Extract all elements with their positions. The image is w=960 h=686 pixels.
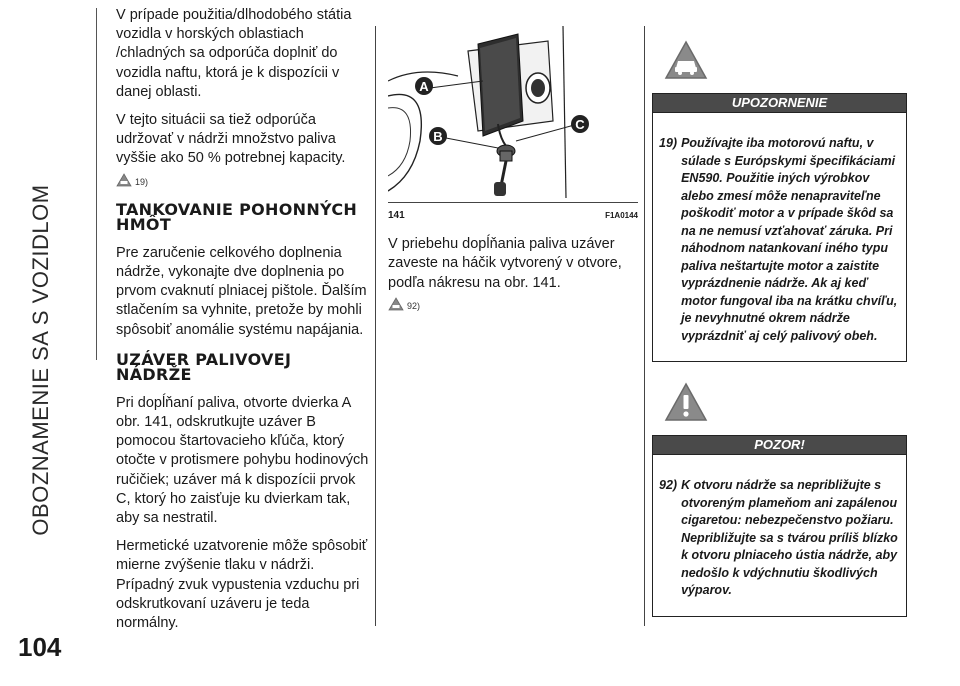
figure-number: 141 [388, 210, 405, 221]
reference-number: 92) [407, 300, 421, 311]
warnings-column [652, 24, 907, 617]
chapter-title-text: OBOZNAMENIE SA S VOZIDLOM [28, 184, 53, 536]
figure-code: F1A0144 [605, 211, 638, 220]
warning-box-92 [652, 455, 907, 617]
page-number: 104 [18, 632, 62, 662]
callout-c: C [575, 117, 585, 132]
callout-a: A [419, 79, 429, 94]
reference-number: 19) [135, 176, 149, 187]
column-divider-1 [375, 26, 376, 626]
warning-text: Používajte iba motorovú naftu, v súlade s Európskymi špecifikáciami EN590. Použitie iných výrobkov alebo zmesí môže nenapraviteľne poškodiť motor a v prípade škôd sa na ne nemusí vzťahovať záruka. Pri náhodnom natankovaní iného typu paliva neštartujte motor a zaistite vyprázdnenie nádrže. Ak aj keď motor fungoval iba na krátku chvíľu, je nevyhnutné okrem nádrže vyprázdniť aj celý palivový obeh. [681, 136, 898, 343]
side-divider [96, 8, 97, 360]
warning-triangle-icon [388, 297, 404, 311]
text-column-2 [388, 26, 638, 326]
car-warning-icon [664, 40, 708, 80]
text-column-1 [116, 6, 371, 642]
reference-note-19[interactable] [116, 173, 371, 192]
paragraph-mountain-fuel: V prípade použitia/dlhodobého státia vozidla v horských oblastiach /chladných sa odporúča doplniť do vozidla naftu, ktorá je k dispozícii v danej oblasti. [116, 7, 352, 100]
paragraph-fuel-level: V tejto situácii sa tiež odporúča udržovať v nádrži množstvo paliva vyššie ako 50 % potrebnej kapacity. [116, 112, 346, 167]
column-divider-2 [644, 26, 645, 626]
callout-b: B [433, 129, 443, 144]
warning-box-19 [652, 113, 907, 362]
reference-note-92[interactable] [388, 297, 638, 316]
heading-refueling: TANKOVANIE POHONNÝCH HMÔT [116, 199, 358, 234]
paragraph-hang-cap: V priebehu dopĺňania paliva uzáver zaveste na háčik vytvorený v otvore, podľa nákresu na obr. 141. [388, 236, 622, 291]
figure-fuel-filler [388, 26, 638, 198]
paragraph-refueling: Pre zaručenie celkového doplnenia nádrže, vykonajte dve doplnenia po prvom cvaknutí plniacej pištole. Ďalším stlačením sa vyhnite, pretože by mohli spôsobiť anomálie systému napájania. [116, 244, 367, 338]
paragraph-pressure: Hermetické uzatvorenie môže spôsobiť mierne zvýšenie tlaku v nádrži. Prípadný zvuk vypustenia vzduchu pri odskrutkovaní uzáveru je teda normálny. [116, 538, 368, 632]
banner-pozor: POZOR! [652, 435, 907, 455]
warning-number: 92) [659, 478, 678, 492]
warning-item [659, 135, 902, 345]
warning-item [659, 477, 902, 600]
banner-upozornenie: UPOZORNENIE [652, 93, 907, 113]
fuel-filler-illustration [388, 26, 638, 198]
warning-text: K otvoru nádrže sa nepribližujte s otvoreným plameňom ani zapálenou cigaretou: nebezpečenstvo požiaru. Nepribližujte sa s tvárou príliš blízko k otvoru plniaceho ústia nádrže, aby nedošlo k vdýchnutiu škodlivých výparov. [681, 478, 898, 597]
figure-caption [388, 202, 638, 225]
exclamation-warning-icon [664, 382, 708, 422]
heading-fuel-cap: UZÁVER PALIVOVEJ NÁDRŽE [116, 349, 292, 384]
warning-number: 19) [659, 136, 678, 150]
warning-triangle-icon [116, 173, 132, 187]
paragraph-fuel-cap: Pri dopĺňaní paliva, otvorte dvierka A obr. 141, odskrutkujte uzáver B pomocou štartovacieho kľúča, ktorý otočte v protismere pohybu hodinových ručičiek; uzáver má k dispozícii prvok C, ktorý ho zaisťuje ku dvierkam tak, aby sa nestratil. [116, 394, 369, 527]
